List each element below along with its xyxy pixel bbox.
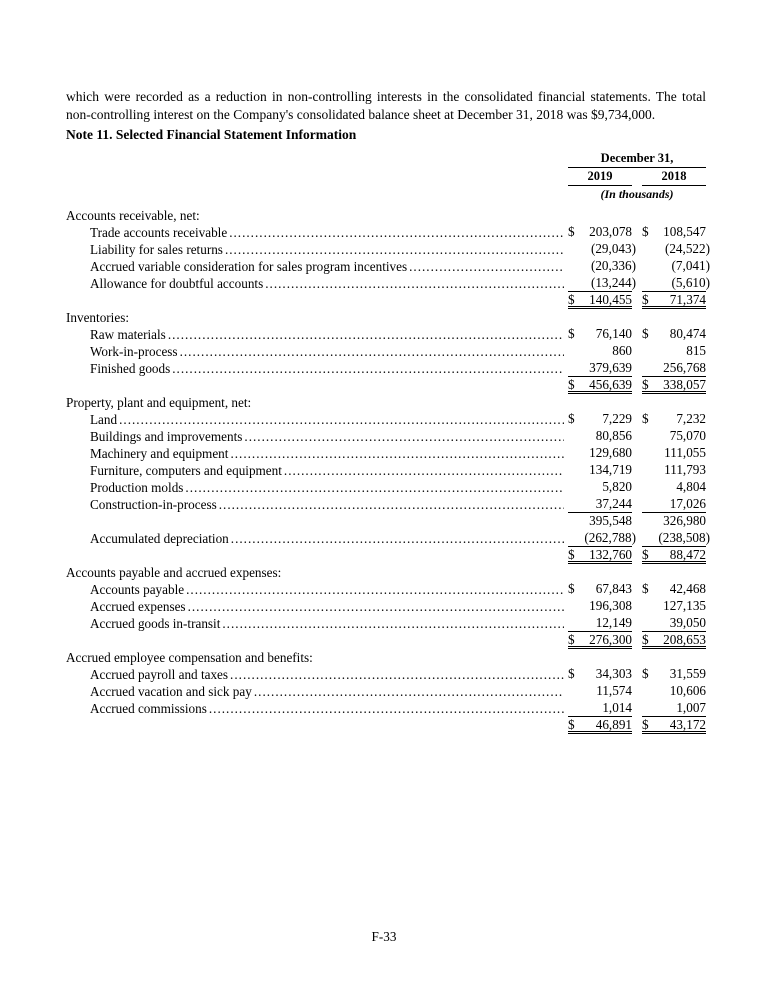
amount: 456,639 [589,377,632,392]
amount: (7,041) [671,258,710,273]
dollar-sign: $ [568,224,575,239]
amount: 42,468 [669,581,706,596]
row-label [66,717,568,734]
value-2018 [642,224,706,241]
value-2019 [568,275,636,292]
value-2018 [642,479,706,496]
section-title-row [66,207,706,224]
dot-leader [172,360,564,377]
row-label-text: Buildings and improvements [90,429,243,444]
table-row [66,241,710,258]
dollar-sign: $ [568,377,575,392]
amount: 256,768 [663,360,706,375]
row-label-text: Accrued commissions [90,701,207,716]
amount: 203,078 [589,224,632,239]
value-2019 [568,581,632,598]
section-title-row [66,649,706,666]
row-label-text: Liability for sales returns [90,242,223,257]
amount: 134,719 [589,462,632,477]
value-2018 [642,683,706,700]
table-date-header: December 31, [568,150,706,168]
value-2019 [568,496,632,513]
intro-paragraph: which were recorded as a reduction in non-controlling interests in the consolidated financial statements. The total non-controlling interest on the Company's consolidated balance sheet at December 31, 2018 was $9,734,000. [66,88,706,122]
value-2019 [568,428,632,445]
amount: 11,574 [596,683,632,698]
row-label [66,581,568,598]
value-2019 [568,683,632,700]
row-label [66,326,568,343]
row-label-text: Accumulated depreciation [90,531,229,546]
total-row [66,377,706,394]
value-2018 [642,666,706,683]
amount: 196,308 [589,598,632,613]
amount: 7,232 [676,411,706,426]
dollar-sign: $ [642,547,649,562]
amount: 379,639 [589,360,632,375]
value-2018 [642,445,706,462]
row-label-text: Work-in-process [90,344,178,359]
amount: 80,474 [669,326,706,341]
dollar-sign: $ [642,411,649,426]
row-label [66,479,568,496]
amount: 71,374 [669,292,706,307]
value-2019 [568,530,636,547]
dollar-sign: $ [568,411,575,426]
dollar-sign: $ [568,581,575,596]
value-2018 [642,428,706,445]
table-row [66,479,706,496]
total-row [66,717,706,734]
value-2018 [642,275,710,292]
amount: 31,559 [669,666,706,681]
value-2018 [642,547,706,564]
dot-leader [225,241,564,258]
amount: (5,610) [671,275,710,290]
table-row [66,683,706,700]
dot-leader [284,462,564,479]
dollar-sign: $ [642,377,649,392]
row-label-text: Land [90,412,118,427]
value-2019 [568,717,632,734]
amount: 326,980 [663,513,706,528]
dot-leader [219,496,564,513]
table-row [66,615,706,632]
amount: 75,070 [669,428,706,443]
value-2018 [642,700,706,717]
row-label [66,292,568,309]
total-row [66,513,706,530]
row-label [66,513,568,530]
value-2019 [568,326,632,343]
financial-table [66,150,710,734]
row-label-text: Accrued expenses [90,599,186,614]
amount: 7,229 [602,411,632,426]
amount: 111,793 [664,462,706,477]
value-2019 [568,377,632,394]
amount: 10,606 [669,683,706,698]
col-header-2018: 2018 [642,168,706,186]
table-row [66,462,706,479]
dot-leader [186,581,564,598]
value-2018 [642,717,706,734]
row-label-text: Production molds [90,480,184,495]
row-label [66,411,568,428]
row-label-text: Machinery and equipment [90,446,229,461]
row-label [66,683,568,700]
row-label [66,462,568,479]
table-row [66,445,706,462]
table-row [66,411,706,428]
table-row [66,224,706,241]
section-title: Accounts payable and accrued expenses: [66,565,282,580]
row-label [66,615,568,632]
value-2018 [642,496,706,513]
value-2019 [568,343,632,360]
total-row [66,632,706,649]
amount: 140,455 [589,292,632,307]
table-header [568,150,706,202]
amount: 46,891 [595,717,632,732]
value-2018 [642,241,710,258]
dot-leader [230,445,564,462]
total-row [66,547,706,564]
value-2019 [568,292,632,309]
dollar-sign: $ [642,717,649,732]
section-title-row [66,564,706,581]
amount: 108,547 [663,224,706,239]
row-label [66,700,568,717]
value-2019 [568,666,632,683]
dollar-sign: $ [642,326,649,341]
amount: 1,014 [602,700,632,715]
value-2018 [642,292,706,309]
dollar-sign: $ [568,547,575,562]
row-label-text: Raw materials [90,327,166,342]
row-label [66,666,568,683]
dot-leader [209,700,564,717]
table-row [66,275,710,292]
section-title: Property, plant and equipment, net: [66,395,252,410]
amount: 208,653 [663,632,706,647]
value-2018 [642,513,706,530]
amount: 276,300 [589,632,632,647]
amount: (24,522) [664,241,710,256]
amount: 5,820 [602,479,632,494]
amount: 860 [612,343,632,358]
dot-leader [168,326,564,343]
amount: 815 [686,343,706,358]
amount: 34,303 [595,666,632,681]
amount: (238,508) [658,530,710,545]
value-2018 [642,411,706,428]
value-2018 [642,326,706,343]
amount: 39,050 [669,615,706,630]
table-row [66,496,706,513]
table-row [66,581,706,598]
dot-leader [265,275,564,292]
row-label-text: Furniture, computers and equipment [90,463,282,478]
amount: (29,043) [590,241,636,256]
dot-leader [254,683,564,700]
dot-leader [185,479,564,496]
table-body [66,207,710,734]
value-2019 [568,360,632,377]
section-title: Accrued employee compensation and benefits: [66,650,313,665]
dollar-sign: $ [642,224,649,239]
value-2019 [568,445,632,462]
row-label [66,445,568,462]
total-row [66,292,706,309]
value-2019 [568,615,632,632]
row-label [66,428,568,445]
row-label [66,547,568,564]
value-2019 [568,241,636,258]
amount: 1,007 [676,700,706,715]
row-label [66,360,568,377]
amount: 43,172 [669,717,706,732]
amount: 37,244 [595,496,632,511]
dollar-sign: $ [568,326,575,341]
table-row [66,598,706,615]
row-label [66,598,568,615]
value-2018 [642,632,706,649]
value-2019 [568,547,632,564]
amount: 17,026 [669,496,706,511]
row-label [66,632,568,649]
row-label-text: Allowance for doubtful accounts [90,276,264,291]
note-heading: Note 11. Selected Financial Statement Information [66,127,357,142]
value-2019 [568,462,632,479]
dot-leader [244,428,564,445]
value-2018 [642,462,706,479]
row-label-text: Trade accounts receivable [90,225,228,240]
dollar-sign: $ [642,666,649,681]
row-label [66,258,568,275]
section-title: Accounts receivable, net: [66,208,200,223]
row-label [66,343,568,360]
value-2018 [642,258,710,275]
row-label-text: Accrued vacation and sick pay [90,684,252,699]
dot-leader [180,343,564,360]
value-2019 [568,258,636,275]
table-row [66,343,706,360]
amount: 129,680 [589,445,632,460]
dollar-sign: $ [642,292,649,307]
table-row [66,360,706,377]
dot-leader [409,258,564,275]
section-title-row [66,309,706,326]
col-header-2019: 2019 [568,168,632,186]
amount: 127,135 [663,598,706,613]
value-2018 [642,530,710,547]
year-header-row [568,168,706,186]
dollar-sign: $ [642,581,649,596]
value-2018 [642,615,706,632]
amount: 67,843 [595,581,632,596]
value-2018 [642,360,706,377]
row-label [66,377,568,394]
value-2018 [642,343,706,360]
table-row [66,326,706,343]
value-2019 [568,224,632,241]
dollar-sign: $ [568,717,575,732]
value-2019 [568,513,632,530]
value-2019 [568,598,632,615]
amount: 88,472 [669,547,706,562]
value-2019 [568,411,632,428]
row-label-text: Accrued payroll and taxes [90,667,229,682]
dot-leader [119,411,564,428]
value-2018 [642,598,706,615]
amount: (20,336) [590,258,636,273]
row-label [66,530,568,547]
row-label-text: Accrued goods in-transit [90,616,221,631]
amount: (13,244) [590,275,636,290]
dot-leader [229,224,564,241]
amount: 76,140 [595,326,632,341]
row-label [66,275,568,292]
dollar-sign: $ [568,632,575,647]
amount: 80,856 [595,428,632,443]
table-row [66,428,706,445]
dot-leader [222,615,564,632]
table-row [66,530,710,547]
dot-leader [188,598,564,615]
section-title-row [66,394,706,411]
row-label-text: Construction-in-process [90,497,217,512]
row-label [66,496,568,513]
amount: 338,057 [663,377,706,392]
amount: 395,548 [589,513,632,528]
value-2019 [568,700,632,717]
dollar-sign: $ [568,666,575,681]
amount: 111,055 [664,445,706,460]
amount: (262,788) [584,530,636,545]
amount: 132,760 [589,547,632,562]
units-note: (In thousands) [600,187,674,201]
table-row [66,258,710,275]
value-2019 [568,632,632,649]
value-2019 [568,479,632,496]
dollar-sign: $ [642,632,649,647]
row-label [66,224,568,241]
dollar-sign: $ [568,292,575,307]
dot-leader [231,530,564,547]
row-label-text: Finished goods [90,361,171,376]
row-label-text: Accrued variable consideration for sales program incentives [90,259,408,274]
amount: 4,804 [676,479,706,494]
section-title: Inventories: [66,310,129,325]
table-row [66,700,706,717]
page-number: F-33 [371,929,397,944]
row-label-text: Accounts payable [90,582,185,597]
value-2018 [642,581,706,598]
table-row [66,666,706,683]
dot-leader [230,666,564,683]
value-2018 [642,377,706,394]
amount: 12,149 [595,615,632,630]
row-label [66,241,568,258]
